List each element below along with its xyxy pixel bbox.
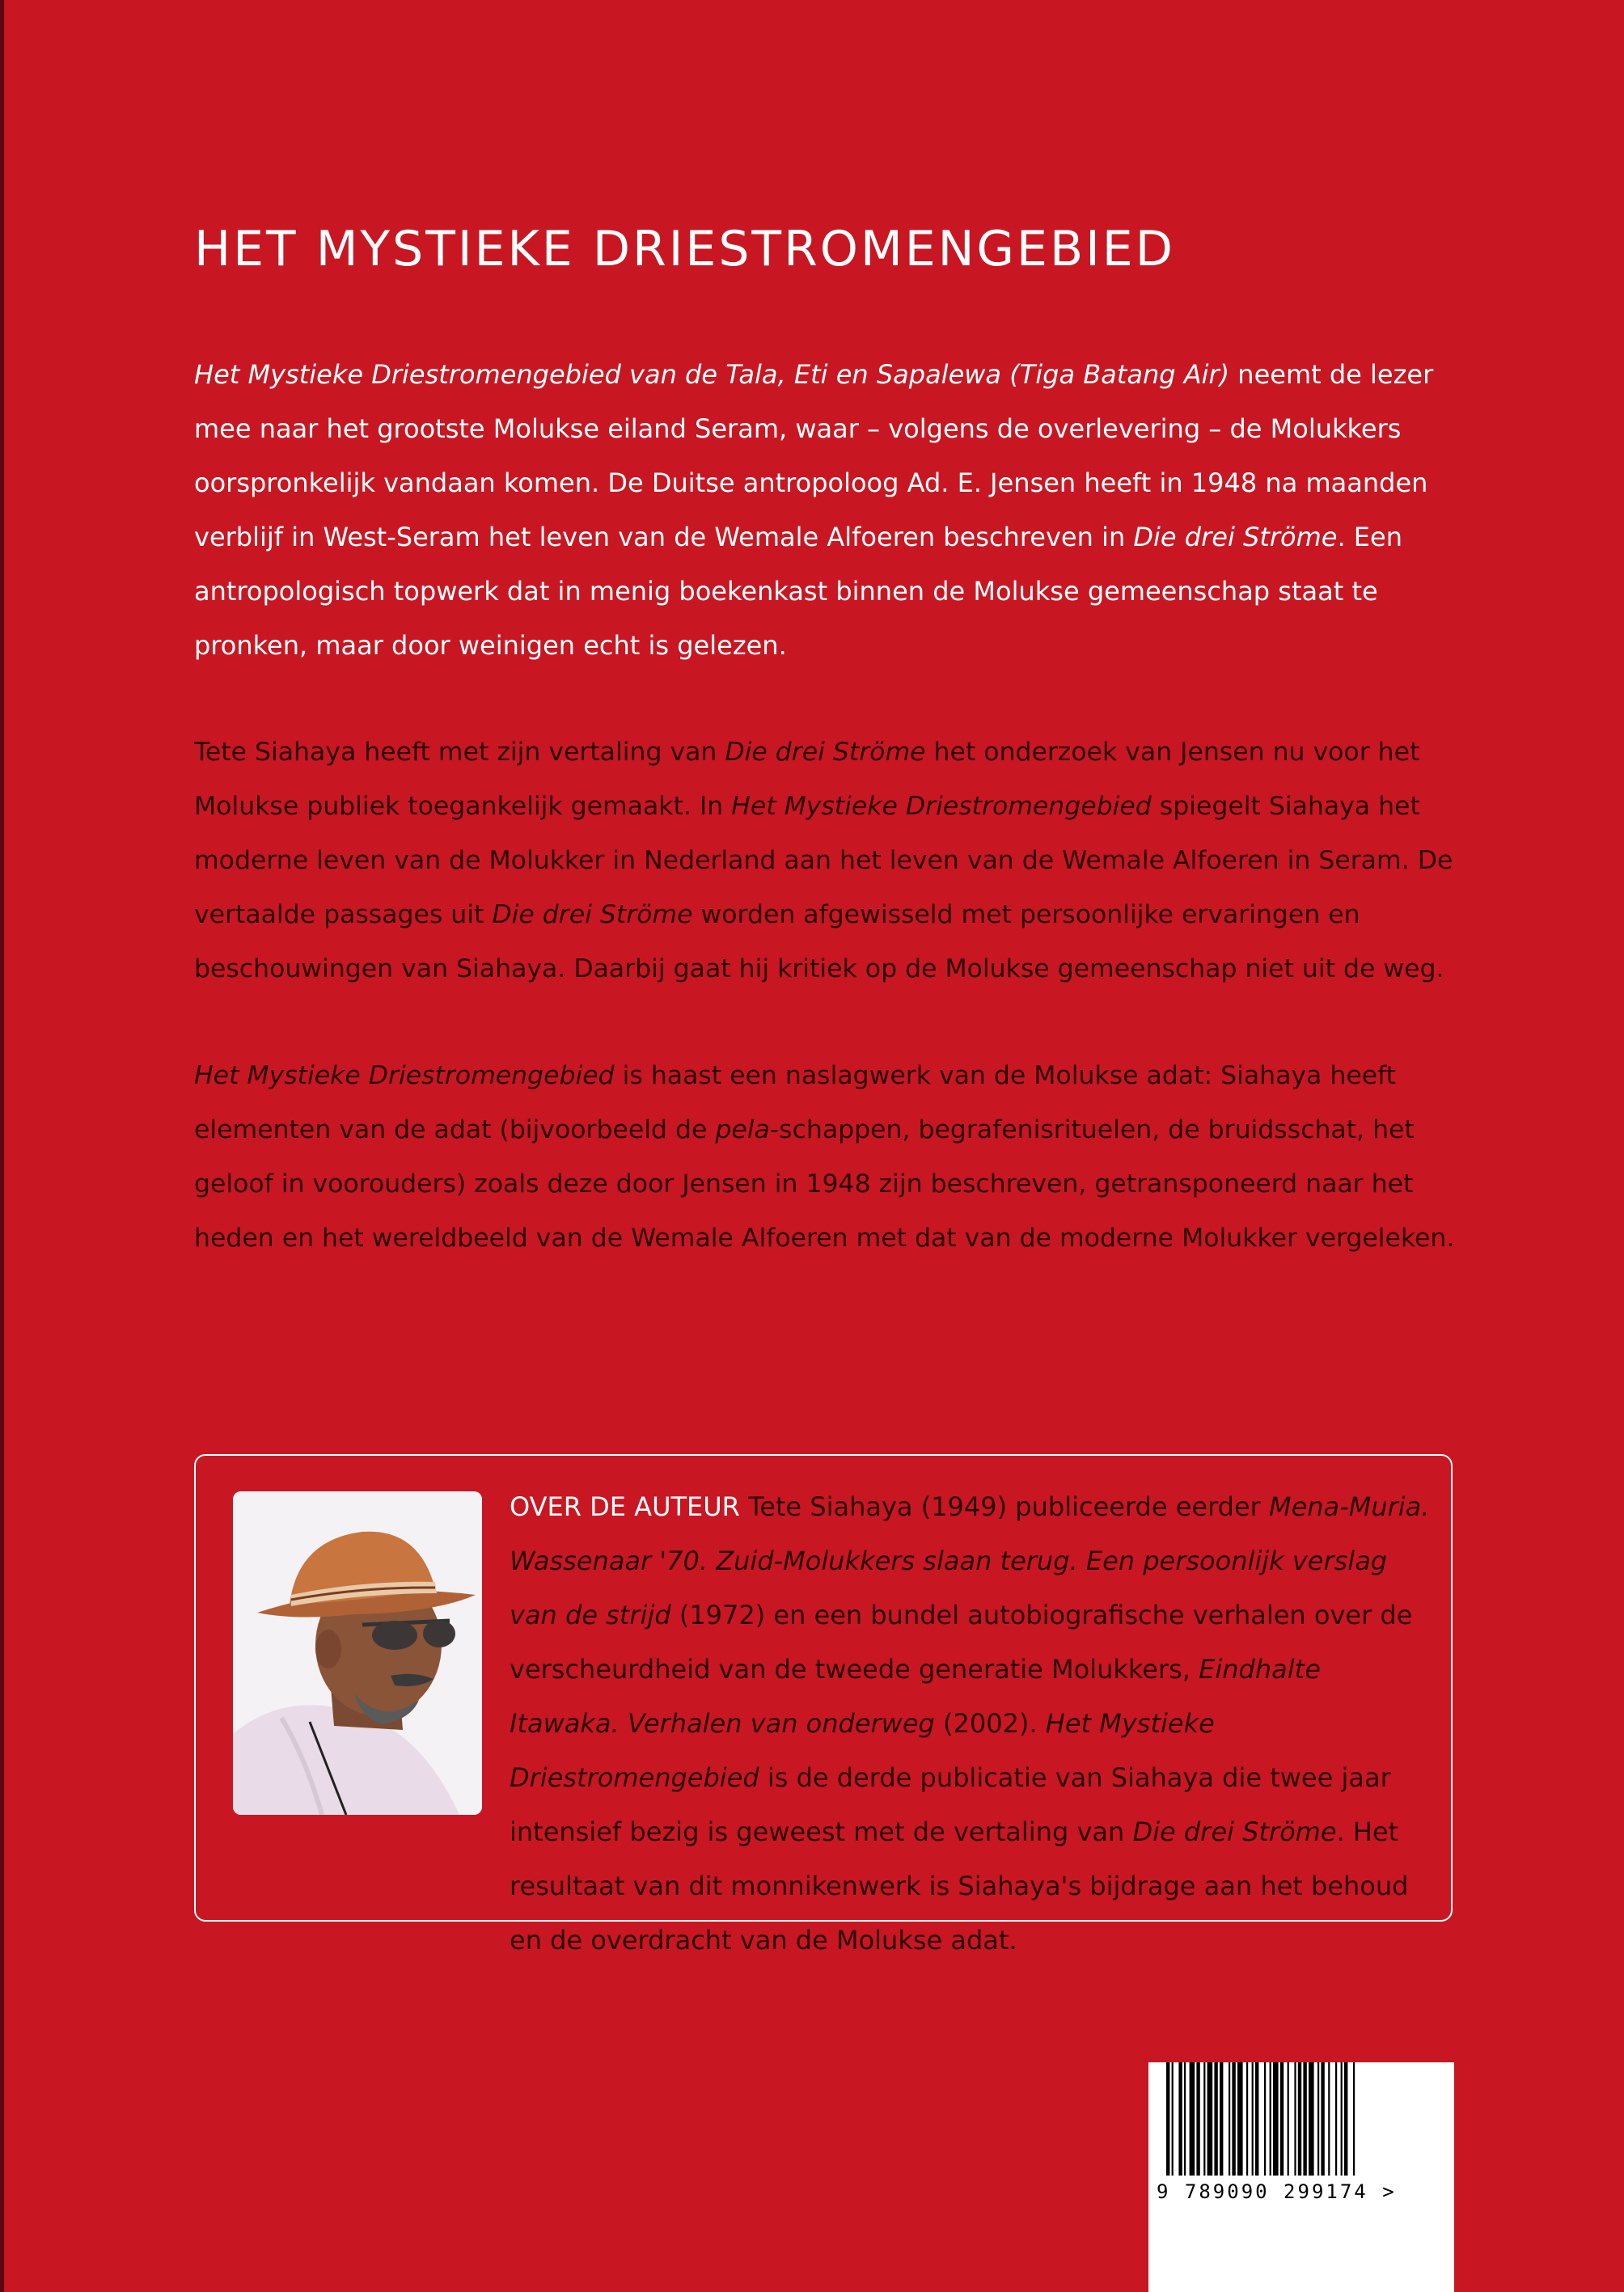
left-edge-strip — [0, 0, 4, 2292]
barcode-bar — [1232, 2062, 1235, 2176]
barcode-bar — [1220, 2062, 1223, 2176]
barcode-bar — [1214, 2062, 1217, 2176]
barcode-bar — [1328, 2062, 1330, 2176]
barcode-bar — [1229, 2062, 1230, 2176]
barcode-bar — [1294, 2062, 1296, 2176]
barcode-bar — [1252, 2062, 1254, 2176]
barcode-bar — [1172, 2062, 1174, 2176]
barcode-bar — [1255, 2062, 1258, 2176]
barcode-bar — [1203, 2062, 1205, 2176]
barcode-bar — [1353, 2062, 1355, 2176]
barcode-bar — [1264, 2062, 1266, 2176]
intro-paragraph: Het Mystieke Driestromengebied van de Tala, Eti en Sapalewa (Tiga Batang Air) neemt de lezer mee naar het grootste Molukse eiland Seram, waar – volgens de overlevering – de Molukkers oorspronkelijk vandaan komen. De Duitse antropoloog Ad. E. Jensen heeft in 1948 na maanden verblijf in West-Seram het leven van de Wemale Alfoeren beschreven in Die drei Ströme. Een antropologisch topwerk dat in menig boekenkast binnen de Molukse gemeenschap staat te pronken, maar door weinigen echt is gelezen. — [194, 359, 1434, 661]
barcode-bar — [1317, 2062, 1319, 2176]
barcode-bar — [1273, 2062, 1279, 2176]
page-title: HET MYSTIEKE DRIESTROMENGEBIED — [194, 221, 1175, 277]
isbn-barcode — [1148, 2062, 1454, 2292]
barcode-bar — [1237, 2062, 1243, 2176]
barcode-bar — [1303, 2062, 1306, 2176]
author-bio-text: OVER DE AUTEUR Tete Siahaya (1949) publiceerde eerder Mena-Muria. Wassenaar '70. Zuid-Molukkers slaan terug. Een persoonlijk verslag van de strijd (1972) en een bundel autobiografische verhalen over de verscheurdheid van de tweede generatie Molukkers, Eindhalte Itawaka. Verhalen van onderweg (2002). Het Mystieke Driestromengebied is de derde publicatie van Siahaya die twee jaar intensief bezig is geweest met de vertaling van Die drei Ströme. Het resultaat van dit monnikenwerk is Siahaya's bijdrage aan het behoud en de overdracht van de Molukse adat. — [510, 1491, 1430, 1956]
barcode-bar — [1196, 2062, 1199, 2176]
barcode-bars — [1148, 2062, 1454, 2176]
barcode-bar — [1246, 2062, 1248, 2176]
author-photo — [233, 1491, 482, 1815]
author-bio-box — [194, 1454, 1453, 1956]
barcode-bar — [1344, 2062, 1347, 2176]
barcode-bar — [1341, 2062, 1343, 2176]
barcode-bar — [1298, 2062, 1301, 2176]
barcode-bar — [1166, 2062, 1169, 2176]
barcode-bar — [1207, 2062, 1213, 2176]
barcode-bar — [1335, 2062, 1337, 2176]
adat-paragraph: Het Mystieke Driestromengebied is haast een naslagwerk van de Molukse adat: Siahaya heeft elementen van de adat (bijvoorbeeld de pela-schappen, begrafenisrituelen, de bruidsschat, het geloof in voorouders) zoals deze door Jensen in 1948 zijn beschreven, getransponeerd naar het heden en het wereldbeeld van de Wemale Alfoeren met dat van de moderne Molukker vergeleken. — [194, 1061, 1455, 1253]
barcode-bar — [1280, 2062, 1284, 2176]
book-title-italic: Het Mystieke Driestromengebied van de Tala, Eti en Sapalewa (Tiga Batang Air) — [194, 359, 1230, 390]
barcode-bar — [1178, 2062, 1182, 2176]
barcode-bar — [1321, 2062, 1324, 2176]
barcode-bar — [1190, 2062, 1195, 2176]
barcode-bar — [1270, 2062, 1271, 2176]
isbn-number: 9 789090 299174 > — [1157, 2180, 1397, 2203]
barcode-bar — [1288, 2062, 1289, 2176]
barcode-bar — [1184, 2062, 1186, 2176]
translation-paragraph: Tete Siahaya heeft met zijn vertaling van Die drei Ströme het onderzoek van Jensen nu voor het Molukse publiek toegankelijk gemaakt. In Het Mystieke Driestromengebied spiegelt Siahaya het moderne leven van de Molukker in Nederland aan het leven van de Wemale Alfoeren in Seram. De vertaalde passages uit Die drei Ströme worden afgewisseld met persoonlijke ervaringen en beschouwingen van Siahaya. Daarbij gaat hij kritiek op de Molukse gemeenschap niet uit de weg. — [194, 738, 1453, 983]
bio-label: OVER DE AUTEUR — [510, 1491, 740, 1522]
barcode-bar — [1309, 2062, 1314, 2176]
